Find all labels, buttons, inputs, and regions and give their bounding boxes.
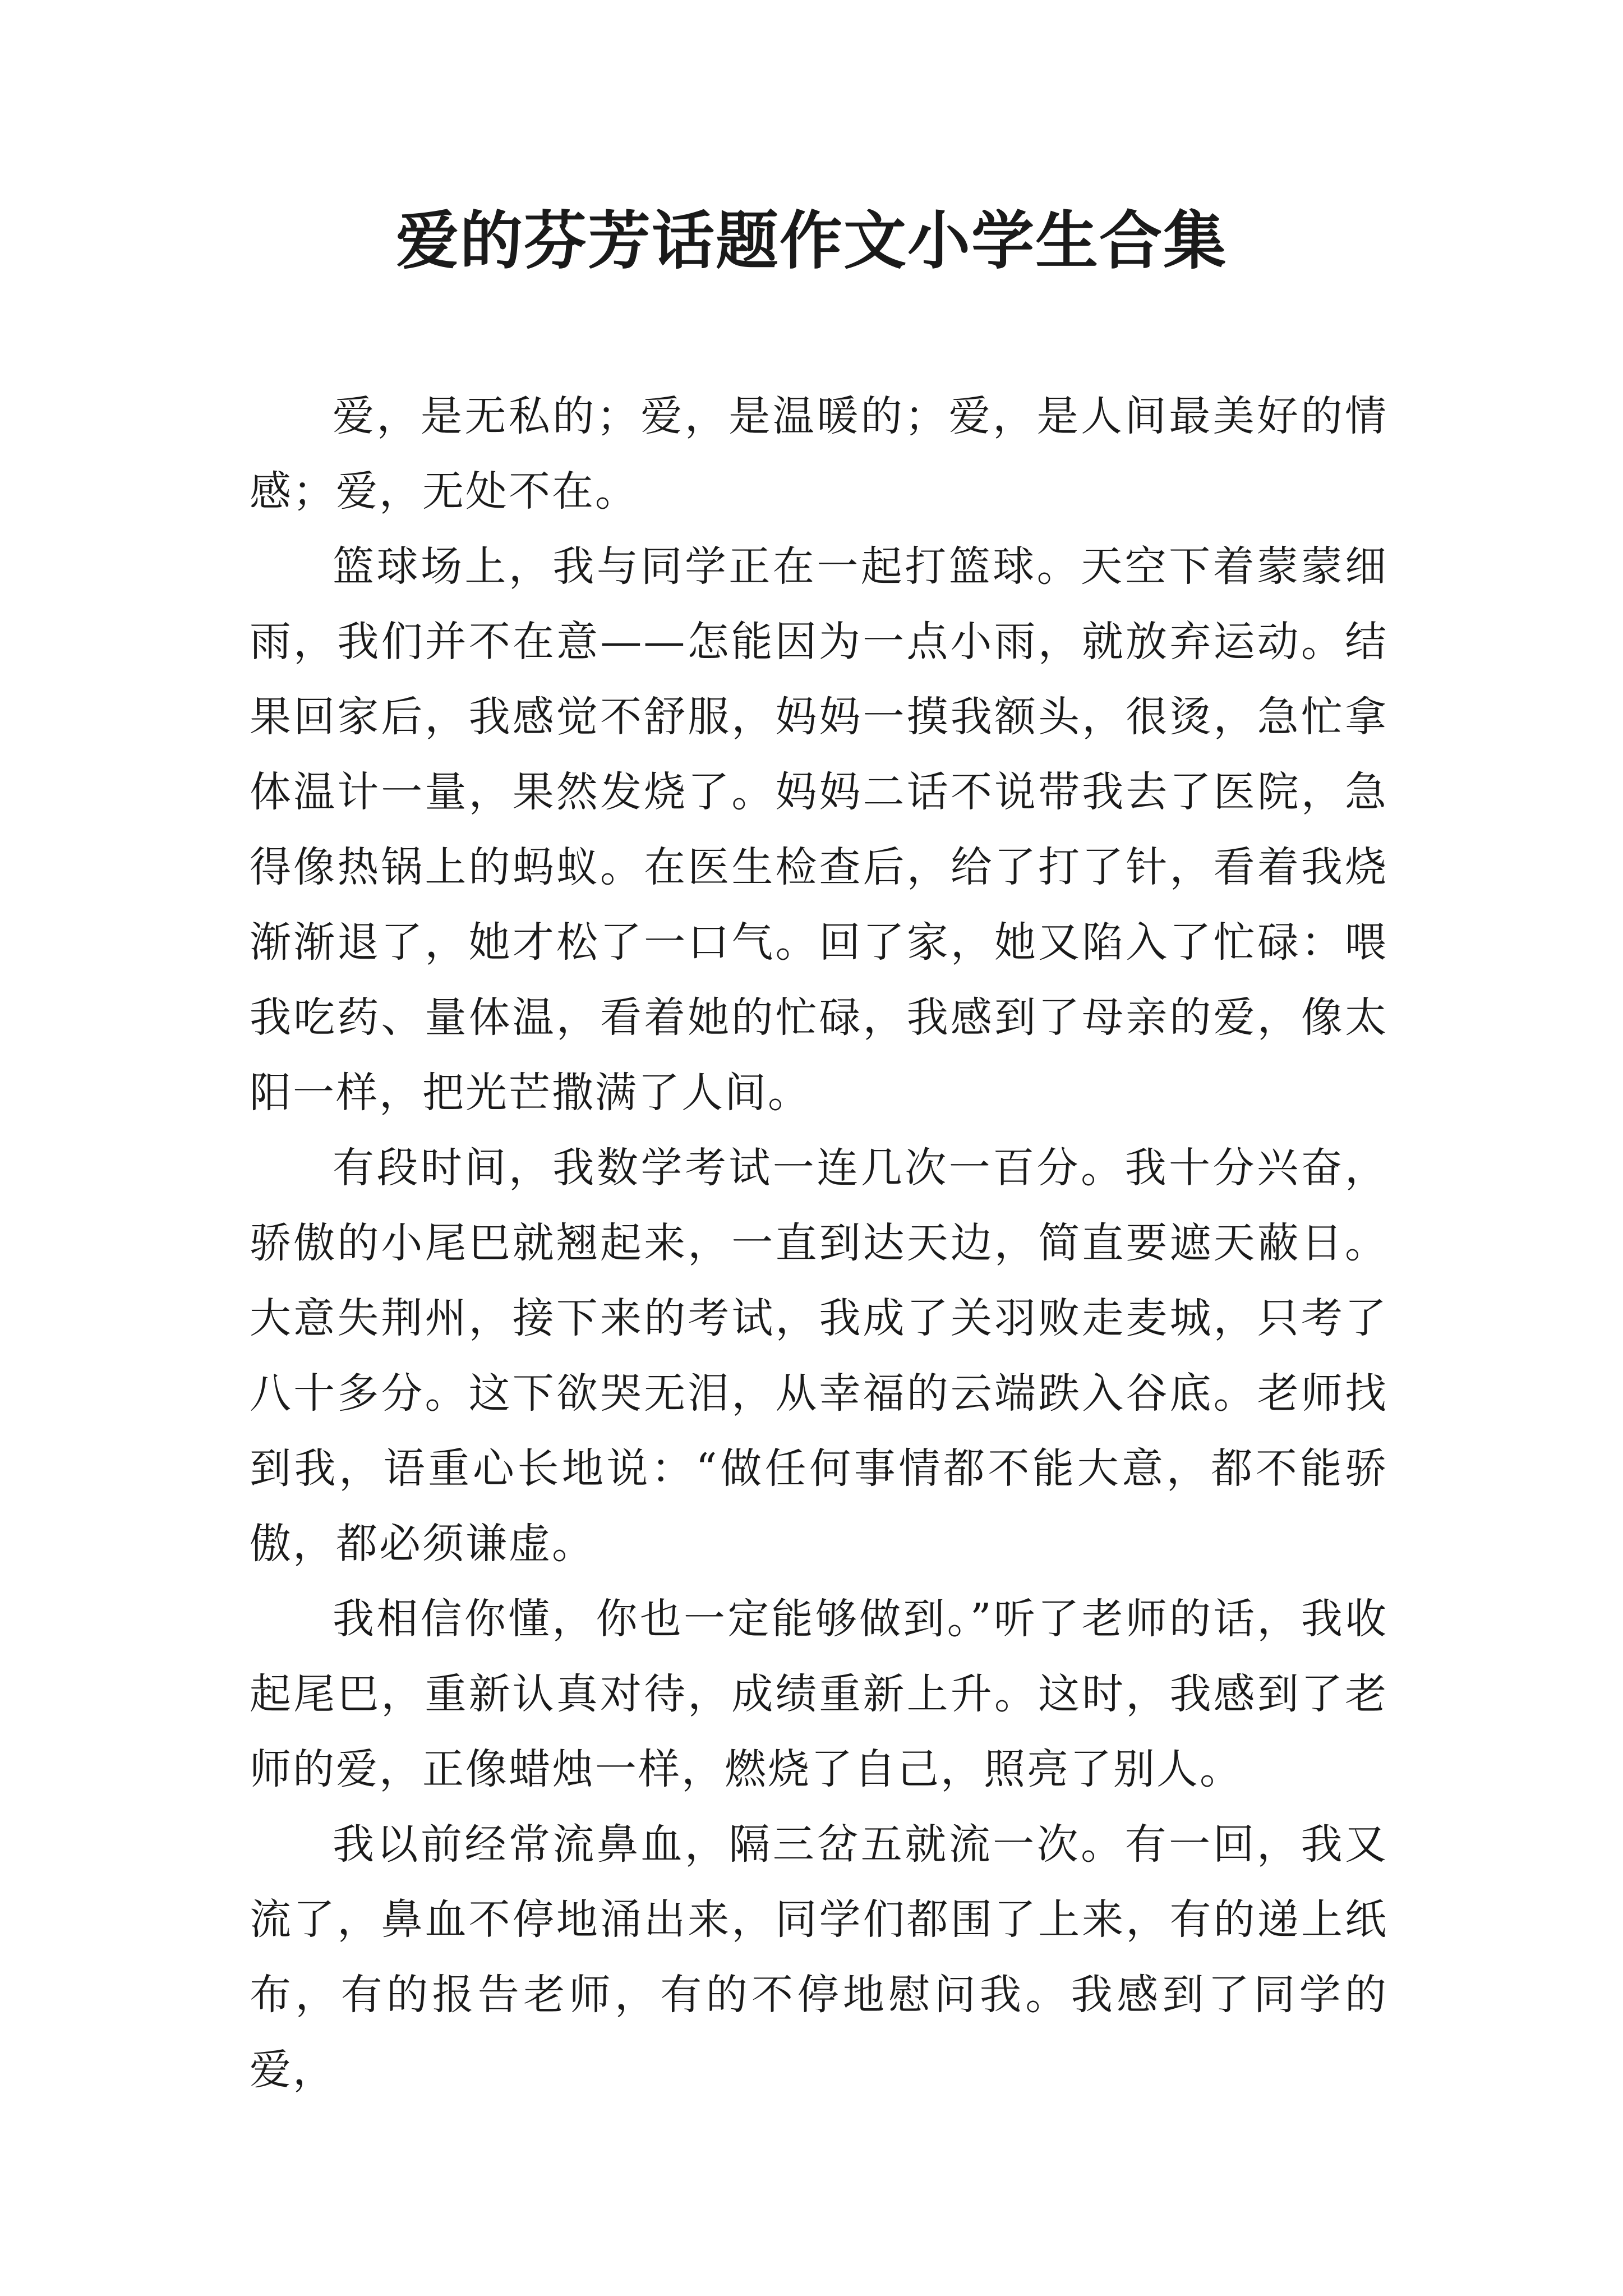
- document-body: [250, 379, 1388, 2108]
- document-title: 爱的芬芳话题作文小学生合集: [396, 204, 1227, 278]
- paragraph: 我相信你懂，你也一定能够做到。”听了老师的话，我收起尾巴，重新认真对待，成绩重新上升。这时，我感到了老师的爱，正像蜡烛一样，燃烧了自己，照亮了别人。: [250, 1595, 1388, 1793]
- paragraph: 我以前经常流鼻血，隔三岔五就流一次。有一回，我又流了，鼻血不停地涌出来，同学们都围了上来，有的递上纸布，有的报告老师，有的不停地慰问我。我感到了同学的爱，: [250, 1820, 1388, 2094]
- paragraph: 有段时间，我数学考试一连几次一百分。我十分兴奋，骄傲的小尾巴就翘起来，一直到达天边，简直要遮天蔽日。大意失荆州，接下来的考试，我成了关羽败走麦城，只考了八十多分。这下欲哭无泪，从幸福的云端跌入谷底。老师找到我，语重心长地说：“做任何事情都不能大意，都不能骄傲，都必须谦虚。: [250, 1144, 1388, 1568]
- paragraph: 篮球场上，我与同学正在一起打篮球。天空下着蒙蒙细雨，我们并不在意——怎能因为一点小雨，就放弃运动。结果回家后，我感觉不舒服，妈妈一摸我额头，很烫，急忙拿体温计一量，果然发烧了。妈妈二话不说带我去了医院，急得像热锅上的蚂蚁。在医生检查后，给了打了针，看着我烧渐渐退了，她才松了一口气。回了家，她又陷入了忙碌：喂我吃药、量体温，看着她的忙碌，我感到了母亲的爱，像太阳一样，把光芒撒满了人间。: [250, 542, 1388, 1117]
- paragraph: 爱，是无私的；爱，是温暖的；爱，是人间最美好的情感；爱，无处不在。: [250, 392, 1388, 516]
